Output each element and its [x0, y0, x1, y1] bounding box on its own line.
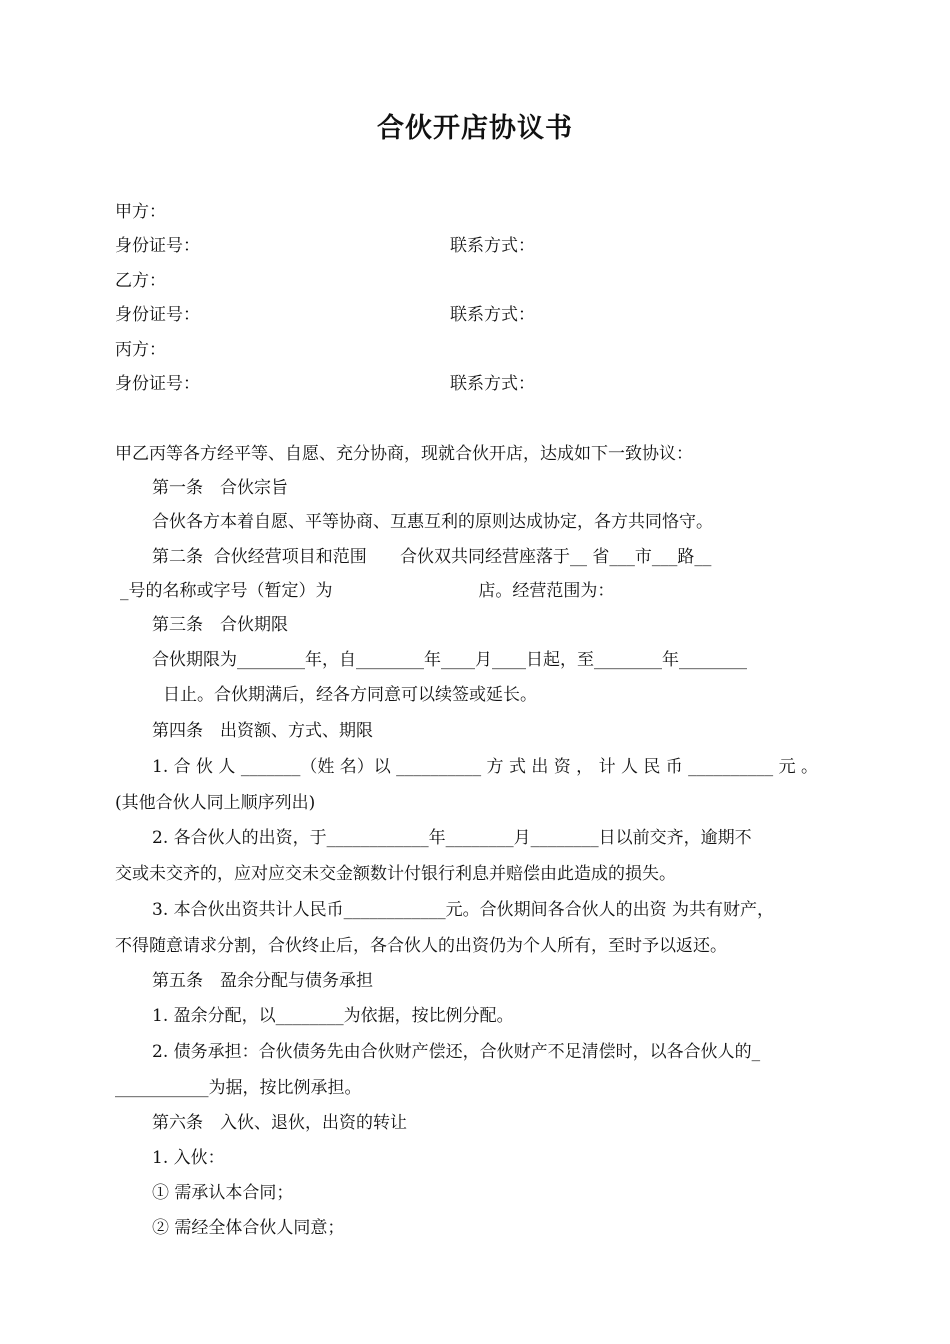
party-c-contact-label: 联系方式：	[450, 374, 535, 394]
article-5-clause-1: 1. 盈余分配，以________为依据，按比例分配。	[152, 1006, 514, 1026]
article-5-clause-2-line-1: 2. 债务承担：合伙债务先由合伙财产偿还，合伙财产不足清偿时，以各合伙人的_	[152, 1042, 761, 1062]
article-2-line-2: _号的名称或字号（暂定）为 店。经营范围为：	[120, 581, 615, 601]
article-6-clause-1-item-2: ② 需经全体合伙人同意；	[152, 1218, 345, 1238]
party-b-label: 乙方：	[115, 271, 166, 291]
article-1-text: 合伙各方本着自愿、平等协商、互惠互利的原则达成协定，各方共同恪守。	[152, 512, 713, 532]
party-a-label: 甲方：	[115, 202, 166, 222]
article-2-line-1: 第二条 合伙经营项目和范围 合伙双共同经营座落于__ 省___市___路__	[152, 547, 712, 567]
article-6-title: 第六条 入伙、退伙，出资的转让	[152, 1113, 407, 1133]
article-3-line-1: 合伙期限为________年，自________年____月____日起，至________年________	[152, 650, 747, 670]
party-a-contact-label: 联系方式：	[450, 236, 535, 256]
article-3-line-2: 日止。合伙期满后，经各方同意可以续签或延长。	[163, 685, 537, 705]
article-3-title: 第三条 合伙期限	[152, 615, 288, 635]
party-c-label: 丙方：	[115, 340, 166, 360]
article-5-clause-2-line-2: ___________为据，按比例承担。	[115, 1078, 362, 1098]
article-6-clause-1: 1. 入伙：	[152, 1148, 225, 1168]
article-5-title: 第五条 盈余分配与债务承担	[152, 971, 373, 991]
article-4-clause-2-line-1: 2. 各合伙人的出资，于____________年________月________日以前交齐，逾期不	[152, 828, 752, 848]
article-4-clause-2-line-2: 交或未交齐的，应对应交未交金额数计付银行利息并赔偿由此造成的损失。	[115, 864, 676, 884]
party-c-id-label: 身份证号：	[115, 374, 200, 394]
article-4-clause-1-note: (其他合伙人同上顺序列出)	[115, 793, 316, 813]
article-4-clause-1: 1. 合 伙 人 _______（姓 名）以 __________ 方 式 出 资 ， 计 人 民 币 __________ 元 。	[152, 757, 818, 777]
article-1-title: 第一条 合伙宗旨	[152, 478, 288, 498]
article-4-title: 第四条 出资额、方式、期限	[152, 721, 373, 741]
article-4-clause-3-line-2: 不得随意请求分割，合伙终止后，各合伙人的出资仍为个人所有，至时予以返还。	[115, 936, 727, 956]
party-b-id-label: 身份证号：	[115, 305, 200, 325]
party-a-id-label: 身份证号：	[115, 236, 200, 256]
document-title: 合伙开店协议书	[377, 113, 573, 144]
intro-paragraph: 甲乙丙等各方经平等、自愿、充分协商，现就合伙开店，达成如下一致协议：	[115, 444, 693, 464]
party-b-contact-label: 联系方式：	[450, 305, 535, 325]
article-4-clause-3-line-1: 3. 本合伙出资共计人民币____________元。合伙期间各合伙人的出资 为共有财产，	[152, 900, 775, 920]
article-6-clause-1-item-1: ① 需承认本合同；	[152, 1183, 294, 1203]
